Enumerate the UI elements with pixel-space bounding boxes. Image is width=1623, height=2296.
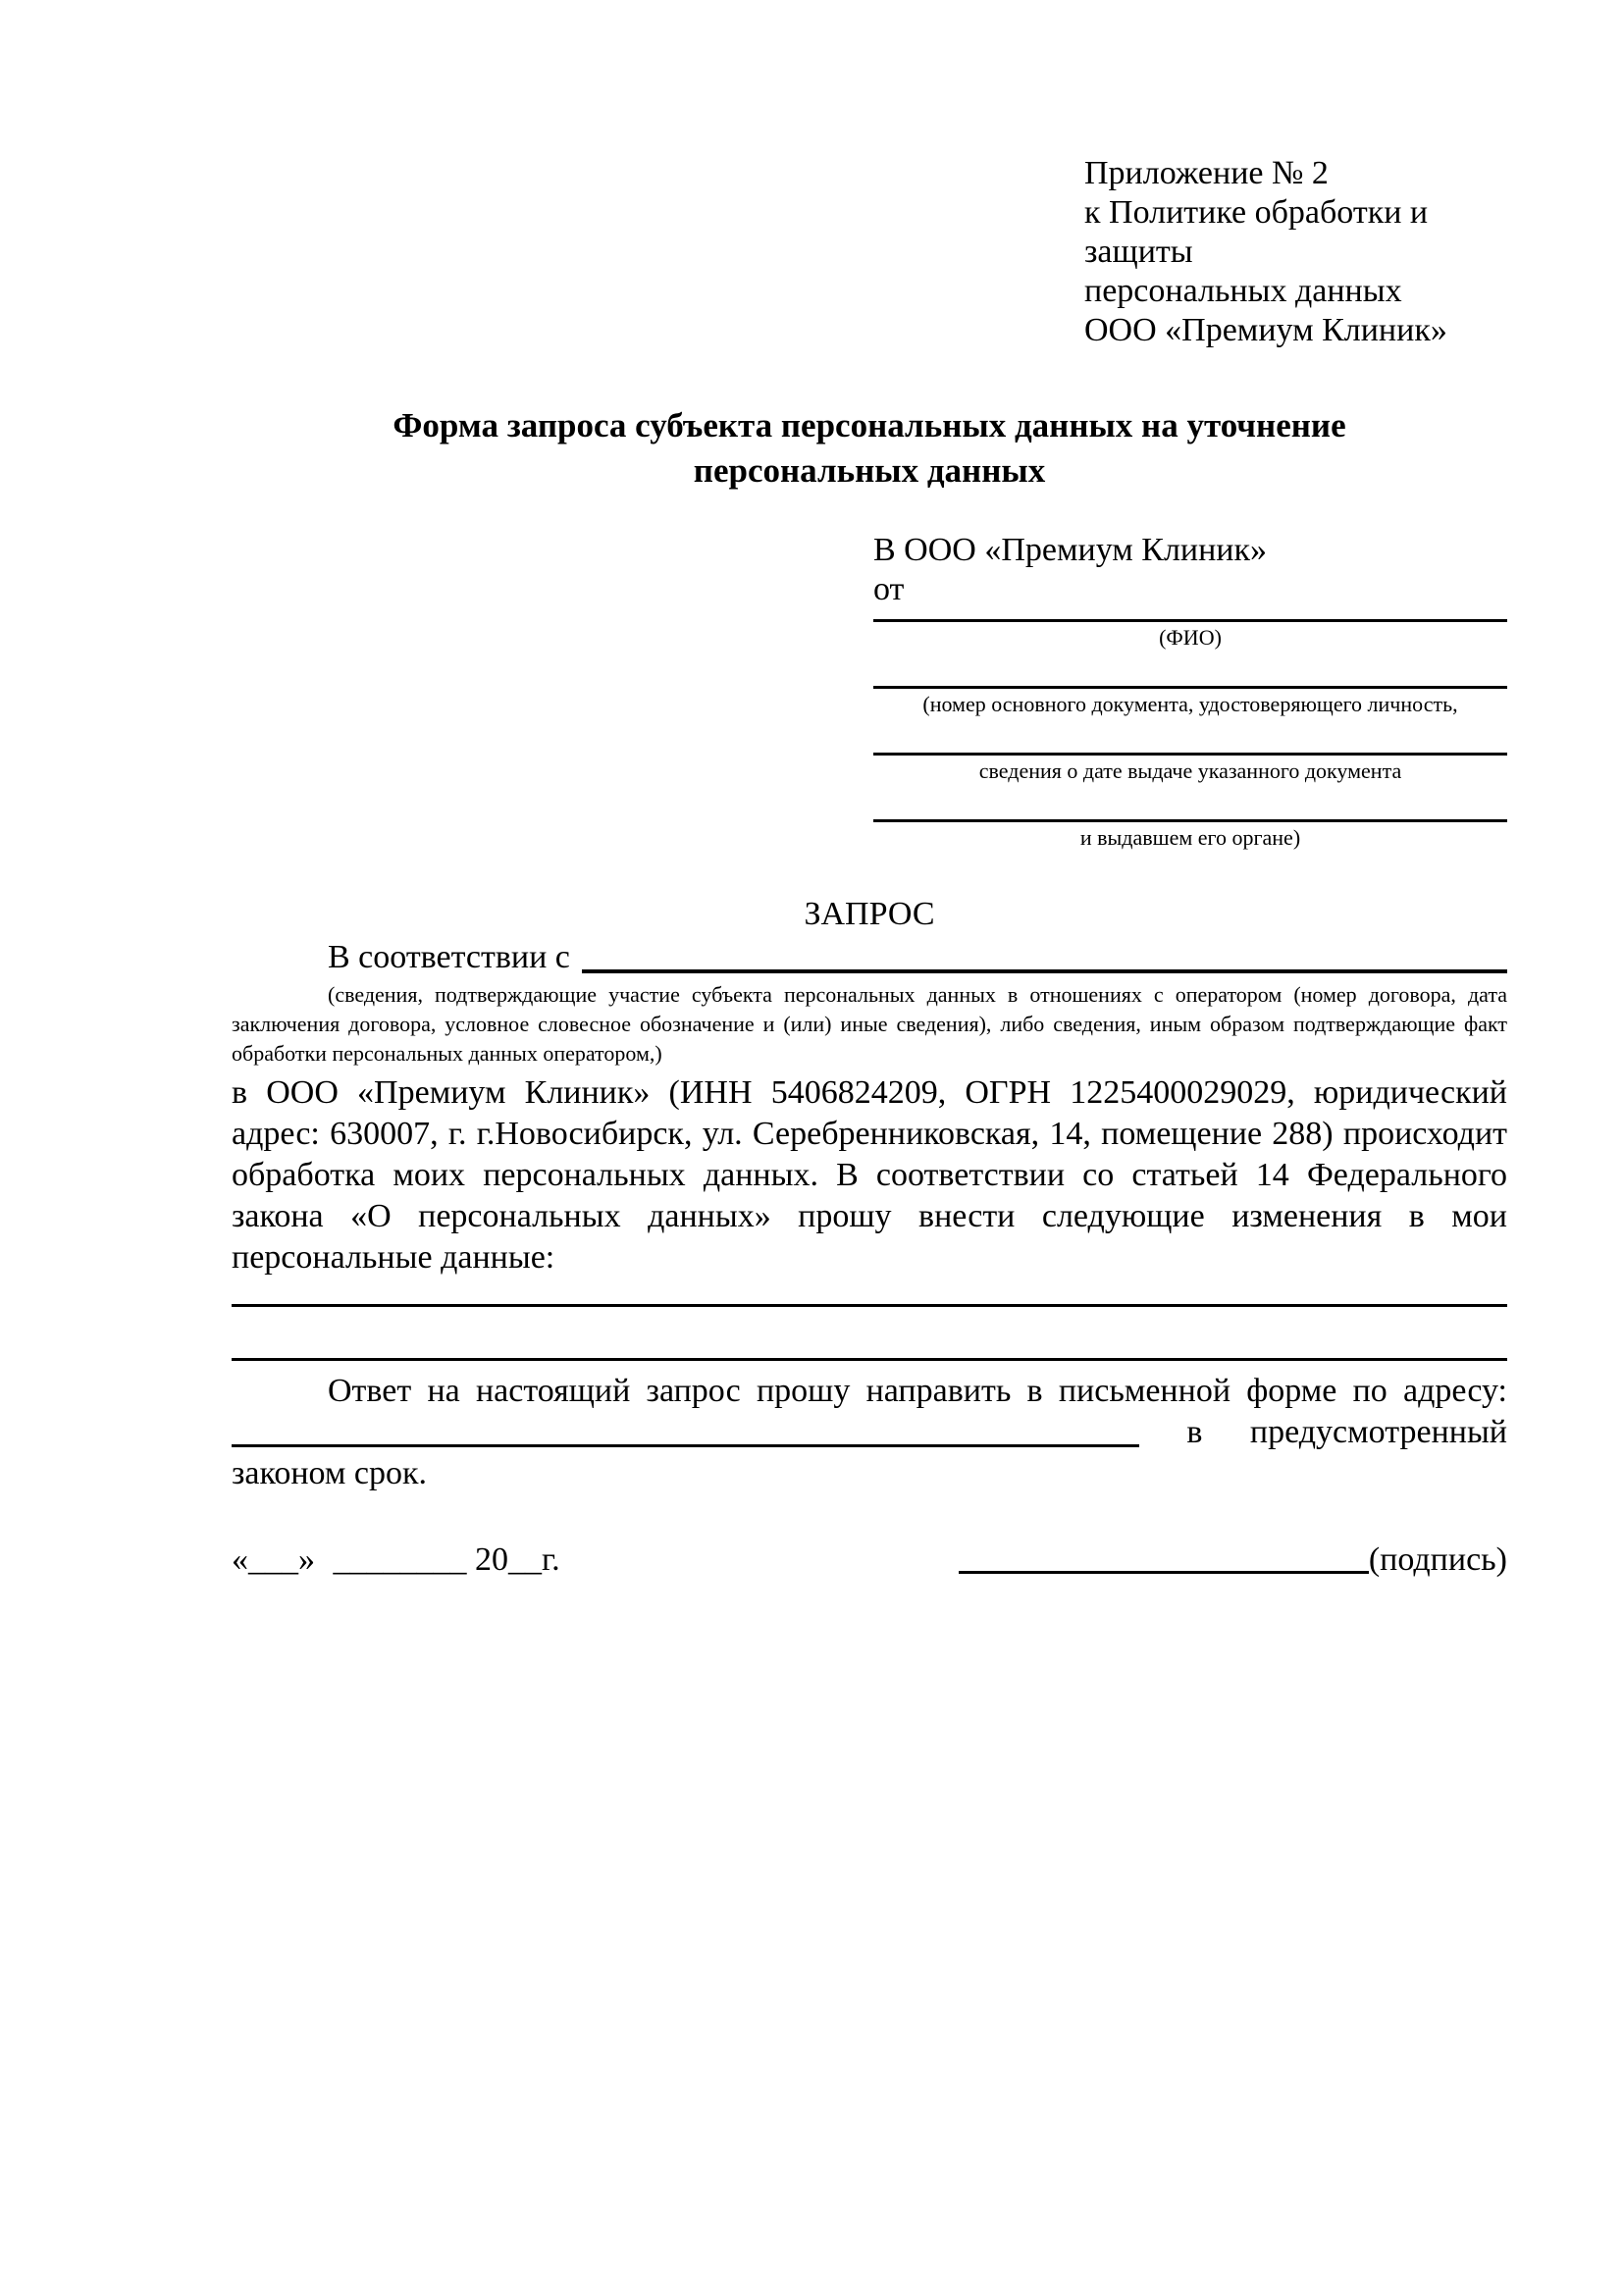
- appendix-line: персональных данных: [1084, 273, 1402, 309]
- document-number-blank-line: [873, 651, 1507, 689]
- basis-prefix-text: В соответствии с: [328, 939, 570, 975]
- body-paragraph: в ООО «Премиум Клиник» (ИНН 5406824209, ОГРН 1225400029029, юридический адрес: 630007, г. г.Новосибирск, ул. Серебренниковская, 14, помещение 288) происходит обработка моих персональных данных. В соответствии со статьей 14 Федерального закона «О персональных данных» прошу внести следующие изменения в мои персональные данные:: [232, 1074, 1507, 1276]
- date-day-blank: «___»: [232, 1541, 315, 1578]
- appendix-line: Приложение № 2: [1084, 155, 1329, 191]
- issuer-blank-line: [873, 784, 1507, 822]
- appendix-line: к Политике обработки и защиты: [1084, 194, 1429, 270]
- field-caption-document-number: (номер основного документа, удостоверяющего личность,: [922, 692, 1458, 716]
- document-title: [232, 403, 1507, 494]
- appendix-line: ООО «Премиум Клиник»: [1084, 312, 1447, 348]
- reply-line-3: законом срок.: [232, 1455, 427, 1491]
- document-title-line-2: персональных данных: [693, 451, 1046, 490]
- fio-blank-line: [873, 609, 1507, 622]
- date-month-blank: ________: [333, 1541, 467, 1578]
- appendix-header-block: [1084, 154, 1507, 350]
- signature-label: (подпись): [1368, 1541, 1507, 1578]
- reply-paragraph: Ответ на настоящий запрос прошу направить в письменной форме по адресу:: [328, 1373, 1507, 1409]
- signature-area: [959, 1539, 1507, 1581]
- basis-caption: (сведения, подтверждающие участие субъекта персональных данных в отношениях с оператором (номер договора, дата заключения договора, условное словесное обозначение и (или) иные сведения), либо сведения, иным образом подтверждающие факт обработки персональных данных оператором,): [232, 982, 1507, 1066]
- address-blank-line: [232, 1444, 1139, 1447]
- field-caption-issue-date: сведения о дате выдаче указанного документа: [978, 758, 1402, 783]
- changes-blank-line-1: [232, 1278, 1507, 1307]
- document-content: [232, 154, 1507, 1581]
- signature-blank-line: [959, 1571, 1369, 1574]
- request-heading: ЗАПРОС: [804, 896, 935, 932]
- changes-blank-line-2: [232, 1307, 1507, 1361]
- reply-word-v: в: [1186, 1414, 1203, 1450]
- field-caption-issuer: и выдавшем его органе): [1079, 825, 1301, 850]
- field-caption-fio: (ФИО): [1159, 625, 1222, 650]
- document-title-line-1: Форма запроса субъекта персональных данных на уточнение: [393, 406, 1346, 444]
- issue-date-blank-line: [873, 717, 1507, 756]
- addressee-to: В ООО «Премиум Клиник»: [873, 532, 1268, 568]
- date-line: [232, 1539, 560, 1581]
- addressee-from-label: от: [873, 571, 905, 607]
- basis-blank-line: [582, 969, 1507, 973]
- date-signature-row: [232, 1539, 1507, 1581]
- basis-row: [232, 937, 1507, 978]
- addressee-block: [873, 531, 1507, 851]
- date-year-blank: 20__г.: [475, 1541, 560, 1578]
- reply-word-predusmotrennyi: предусмотренный: [1249, 1414, 1507, 1450]
- reply-address-row: [232, 1412, 1507, 1453]
